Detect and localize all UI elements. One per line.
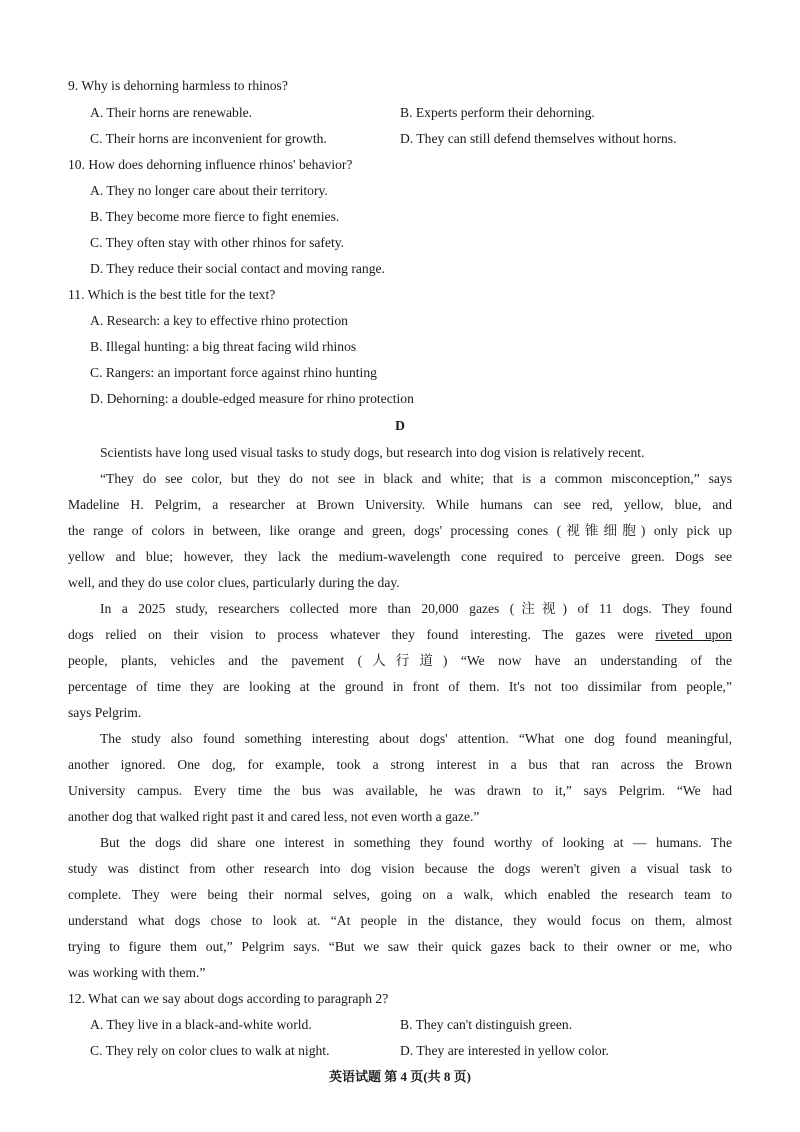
question-9-option-c: C. Their horns are inconvenient for growth. <box>90 131 327 146</box>
underlined-phrase: riveted upon <box>655 627 733 642</box>
page-footer: 英语试题 第 4 页(共 8 页) <box>329 1069 471 1084</box>
passage-paragraph-5-line: was working with them.” <box>68 965 206 980</box>
question-10-option-a: A. They no longer care about their territory. <box>90 183 328 198</box>
passage-paragraph-3-line: In a 2025 study, researchers collected more than 20,000 gazes (注视) of 11 dogs. They found <box>100 601 732 616</box>
passage-paragraph-5-line: complete. They were being their normal selves, going on a walk, which enabled the research team to <box>68 887 732 902</box>
passage-paragraph-2-line: well, and they do use color clues, particularly during the day. <box>68 575 400 590</box>
passage-paragraph-2-line: “They do see color, but they do not see in black and white; that is a common misconception,” says <box>100 471 732 486</box>
passage-paragraph-5-line: But the dogs did share one interest in something they found worthy of looking at — humans. The <box>100 835 732 850</box>
question-10-option-b: B. They become more fierce to fight enemies. <box>90 209 340 224</box>
passage-paragraph-5-line: study was distinct from other research into dog vision because the dogs weren't given a visual task to <box>68 861 732 876</box>
section-heading: D <box>395 418 405 433</box>
question-9-option-a: A. Their horns are renewable. <box>90 105 253 120</box>
question-10-option-c: C. They often stay with other rhinos for safety. <box>90 235 345 250</box>
question-10-stem: 10. How does dehorning influence rhinos' behavior? <box>68 157 353 172</box>
passage-paragraph-2-line: yellow and blue; however, they lack the medium-wavelength cone required to perceive green. Dogs see <box>68 549 732 564</box>
question-11-stem: 11. Which is the best title for the text? <box>68 287 276 302</box>
passage-paragraph-2-line: Madeline H. Pelgrim, a researcher at Brown University. While humans can see red, yellow, blue, and <box>68 497 732 512</box>
passage-paragraph-5-line: trying to figure them out,” Pelgrim says. “But we saw their quick gazes back to their owner or me, who <box>68 939 732 954</box>
passage-paragraph-3-line: people, plants, vehicles and the pavement (人行道) “We now have an understanding of the <box>68 653 732 668</box>
passage-paragraph-5-line: understand what dogs chose to look at. “At people in the distance, they would focus on them, almost <box>68 913 732 928</box>
passage-paragraph-1: Scientists have long used visual tasks to study dogs, but research into dog vision is relatively recent. <box>100 445 645 460</box>
question-11-option-d: D. Dehorning: a double-edged measure for rhino protection <box>90 391 414 406</box>
passage-paragraph-4-line: another ignored. One dog, for example, took a strong interest in a bus that ran across the Brown <box>68 757 732 772</box>
question-12-option-b: B. They can't distinguish green. <box>400 1017 573 1032</box>
passage-paragraph-3-line <box>68 626 732 644</box>
passage-paragraph-3-line: percentage of time they are looking at the ground in front of them. It's not too dissimilar from people,” <box>68 679 732 694</box>
question-11-option-b: B. Illegal hunting: a big threat facing wild rhinos <box>90 339 357 354</box>
question-12-stem: 12. What can we say about dogs according to paragraph 2? <box>68 991 389 1006</box>
question-10-option-d: D. They reduce their social contact and moving range. <box>90 261 385 276</box>
question-11-option-c: C. Rangers: an important force against rhino hunting <box>90 365 377 380</box>
passage-paragraph-4-line: another dog that walked right past it and cared less, not even worth a gaze.” <box>68 809 480 824</box>
passage-paragraph-4-line: The study also found something interesting about dogs' attention. “What one dog found meaningful, <box>100 731 732 746</box>
question-12-option-c: C. They rely on color clues to walk at night. <box>90 1043 330 1058</box>
question-9-option-d: D. They can still defend themselves without horns. <box>400 131 677 146</box>
question-9-option-b: B. Experts perform their dehorning. <box>400 105 595 120</box>
question-9-stem: 9. Why is dehorning harmless to rhinos? <box>68 78 288 93</box>
passage-paragraph-4-line: University campus. Every time the bus was available, he was drawn to it,” says Pelgrim. “We had <box>68 783 732 798</box>
question-11-option-a: A. Research: a key to effective rhino protection <box>90 313 348 328</box>
question-12-option-a: A. They live in a black-and-white world. <box>90 1017 312 1032</box>
passage-paragraph-2-line: the range of colors in between, like orange and green, dogs' processing cones (视锥细胞) only pick up <box>68 523 732 538</box>
question-12-option-d: D. They are interested in yellow color. <box>400 1043 609 1058</box>
passage-paragraph-3-line: says Pelgrim. <box>68 705 142 720</box>
passage-text: dogs relied on their vision to process whatever they found interesting. The gazes were <box>68 627 656 642</box>
